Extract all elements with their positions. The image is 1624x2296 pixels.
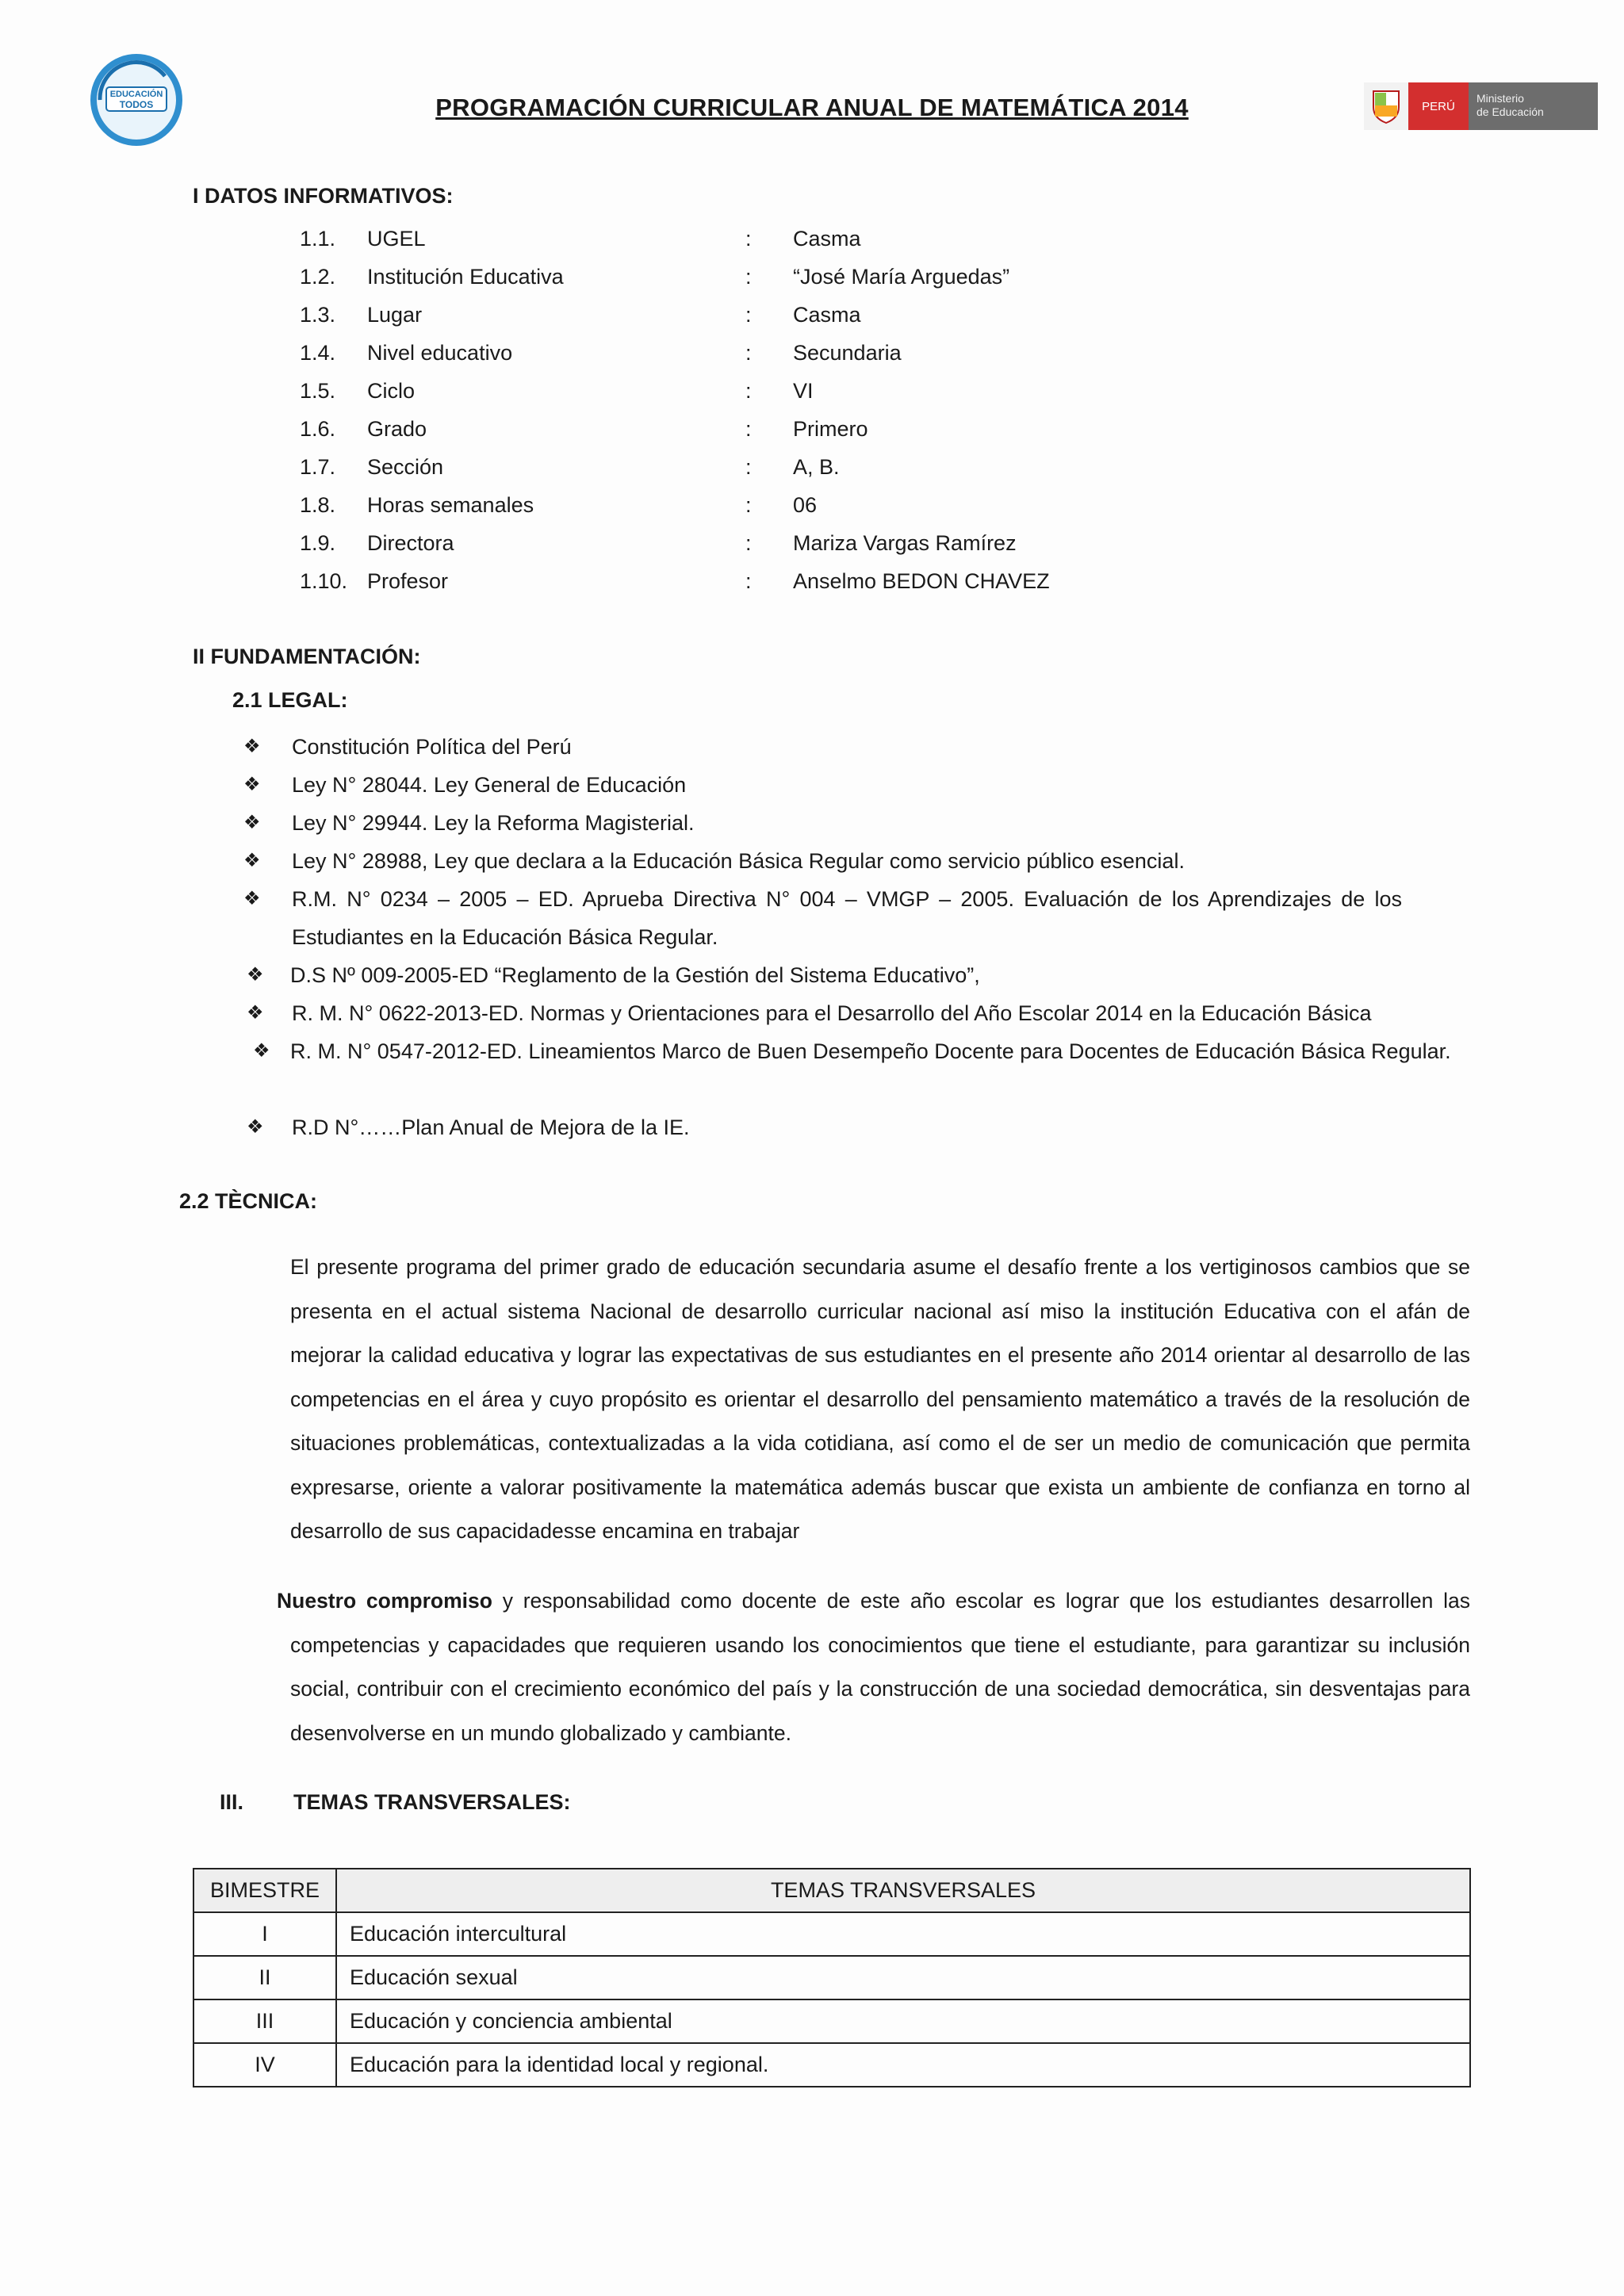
ministry-label-line2: de Educación	[1477, 105, 1544, 118]
table-row	[193, 1912, 1470, 1956]
info-row-value: Secundaria	[793, 341, 902, 365]
info-row-label: Nivel educativo	[367, 341, 513, 365]
info-row	[0, 493, 1624, 525]
info-row-label: Institución Educativa	[367, 265, 564, 289]
info-row-value: 06	[793, 493, 818, 517]
info-row-separator: :	[745, 227, 752, 251]
info-row-number: 1.8.	[300, 493, 336, 517]
legal-item-text: R. M. N° 0547-2012-ED. Lineamientos Marco de Buen Desempeño Docente para Docentes de Educación Básica Regular.	[290, 1039, 1451, 1063]
compromiso-text: y responsabilidad como docente de este año escolar es lograr que los estudiantes desarrollen las competencias y capacidades que requieren usando los conocimientos que tiene el estudiante, para garantizar su inclusión social, contribuir con el crecimiento económico del país y la construcción de una sociedad democrática, sin desventajas para desenvolverse en un mundo globalizado y cambiante.	[290, 1589, 1470, 1745]
temas-transversales-table	[193, 1868, 1471, 2087]
section-temas-heading: TEMAS TRANSVERSALES:	[293, 1790, 571, 1814]
info-row	[0, 569, 1624, 601]
diamond-bullet-icon: ❖	[243, 774, 261, 795]
legal-heading: 2.1 LEGAL:	[232, 688, 348, 712]
table-cell-tema: Educación intercultural	[336, 1912, 1470, 1956]
table-cell-tema: Educación y conciencia ambiental	[336, 1999, 1470, 2043]
ministry-label-line1: Ministerio	[1477, 92, 1524, 105]
legal-item-text: Ley N° 28044. Ley General de Educación	[292, 773, 687, 797]
info-row-separator: :	[745, 379, 752, 403]
diamond-bullet-icon: ❖	[253, 1040, 270, 1062]
diamond-bullet-icon: ❖	[243, 812, 261, 833]
legal-item-text: R. M. N° 0622-2013-ED. Normas y Orientaciones para el Desarrollo del Año Escolar 2014 en la Educación Básica	[292, 1001, 1372, 1025]
info-row-value: Anselmo BEDON CHAVEZ	[793, 569, 1050, 593]
table-row	[193, 1999, 1470, 2043]
diamond-bullet-icon: ❖	[247, 1116, 264, 1138]
info-row-value: “José María Arguedas”	[793, 265, 1010, 289]
info-row-label: Directora	[367, 531, 454, 555]
table-row	[193, 1956, 1470, 1999]
info-row-separator: :	[745, 417, 752, 441]
info-row	[0, 303, 1624, 335]
table-cell-bimestre: I	[193, 1912, 336, 1956]
table-cell-tema: Educación sexual	[336, 1956, 1470, 1999]
coat-of-arms-icon	[1364, 82, 1408, 130]
ministry-logo	[1364, 82, 1598, 130]
info-row-label: Sección	[367, 455, 444, 479]
legal-item-text: R.D N°……Plan Anual de Mejora de la IE.	[292, 1115, 690, 1139]
peru-label: PERÚ	[1408, 82, 1469, 130]
info-row	[0, 455, 1624, 487]
info-row-label: UGEL	[367, 227, 426, 251]
diamond-bullet-icon: ❖	[243, 850, 261, 871]
info-row-label: Profesor	[367, 569, 449, 593]
info-row	[0, 379, 1624, 411]
info-row-label: Grado	[367, 417, 427, 441]
section-datos-heading: I DATOS INFORMATIVOS:	[193, 184, 454, 208]
info-row	[0, 341, 1624, 373]
section-fundamentacion-heading: II FUNDAMENTACIÓN:	[193, 645, 421, 668]
info-row-number: 1.7.	[300, 455, 336, 479]
legal-item-text: R.M. N° 0234 – 2005 – ED. Aprueba Directiva N° 004 – VMGP – 2005. Evaluación de los Aprendizajes de los Estudiantes en la Educación Básica Regular.	[292, 887, 1402, 949]
compromiso-paragraph	[277, 1579, 1470, 1755]
info-row-number: 1.5.	[300, 379, 336, 403]
info-row-label: Horas semanales	[367, 493, 534, 517]
info-row-separator: :	[745, 569, 752, 593]
info-row-value: Primero	[793, 417, 868, 441]
ministry-label	[1469, 82, 1598, 130]
info-row-value: A, B.	[793, 455, 840, 479]
diamond-bullet-icon: ❖	[243, 736, 261, 757]
info-row-number: 1.1.	[300, 227, 336, 251]
info-row-value: Casma	[793, 303, 861, 327]
info-row-number: 1.9.	[300, 531, 336, 555]
table-header-row	[193, 1869, 1470, 1912]
table-cell-tema: Educación para la identidad local y regional.	[336, 2043, 1470, 2087]
info-row-separator: :	[745, 341, 752, 365]
info-row-label: Lugar	[367, 303, 423, 327]
info-row-separator: :	[745, 493, 752, 517]
diamond-bullet-icon: ❖	[247, 964, 264, 985]
info-row-number: 1.2.	[300, 265, 336, 289]
info-row-separator: :	[745, 265, 752, 289]
info-row-separator: :	[745, 303, 752, 327]
info-row-number: 1.6.	[300, 417, 336, 441]
info-row	[0, 227, 1624, 258]
logo-left-text-1: EDUCACIÓN	[109, 90, 163, 99]
diamond-bullet-icon: ❖	[247, 1002, 264, 1024]
legal-item-text: Ley N° 28988, Ley que declara a la Educación Básica Regular como servicio público esencial.	[292, 849, 1185, 873]
table-cell-bimestre: II	[193, 1956, 336, 1999]
legal-item-text: D.S Nº 009-2005-ED “Reglamento de la Gestión del Sistema Educativo”,	[290, 963, 980, 987]
info-row-number: 1.10.	[300, 569, 348, 593]
table-row	[193, 2043, 1470, 2087]
table-header-temas: TEMAS TRANSVERSALES	[336, 1869, 1470, 1912]
info-row-number: 1.3.	[300, 303, 336, 327]
tecnica-heading: 2.2 TÈCNICA:	[179, 1189, 318, 1213]
table-header-bimestre: BIMESTRE	[193, 1869, 336, 1912]
tecnica-paragraph: El presente programa del primer grado de educación secundaria asume el desafío frente a los vertiginosos cambios que se presenta en el actual sistema Nacional de desarrollo curricular nacional así miso la institución Educativa con el afán de mejorar la calidad educativa y lograr las expectativas de sus estudiantes en el presente año 2014 orientar al desarrollo de las competencias en el área y cuyo propósito es orientar el desarrollo del pensamiento matemático a través de la resolución de situaciones problemáticas, contextualizadas a la vida cotidiana, así como el de ser un medio de comunicación que permita expresarse, oriente a valorar positivamente la matemática además buscar que exista un ambiente de confianza en torno al desarrollo de sus capacidadesse encamina en trabajar	[290, 1255, 1470, 1543]
compromiso-lead: Nuestro compromiso	[277, 1589, 492, 1613]
page-title: PROGRAMACIÓN CURRICULAR ANUAL DE MATEMÁTICA 2014	[435, 94, 1189, 121]
info-row-number: 1.4.	[300, 341, 336, 365]
info-row-separator: :	[745, 531, 752, 555]
info-row-separator: :	[745, 455, 752, 479]
info-row	[0, 531, 1624, 563]
legal-item-text: Constitución Política del Perú	[292, 735, 572, 759]
table-cell-bimestre: IV	[193, 2043, 336, 2087]
info-row	[0, 265, 1624, 297]
section-temas-number: III.	[220, 1790, 244, 1814]
info-row-value: Mariza Vargas Ramírez	[793, 531, 1017, 555]
table-cell-bimestre: III	[193, 1999, 336, 2043]
info-row-value: VI	[793, 379, 814, 403]
info-row-label: Ciclo	[367, 379, 416, 403]
info-row-value: Casma	[793, 227, 861, 251]
logo-left-text-2: TODOS	[119, 99, 154, 110]
legal-item-text: Ley N° 29944. Ley la Reforma Magisterial.	[292, 811, 695, 835]
diamond-bullet-icon: ❖	[243, 888, 261, 909]
info-row	[0, 417, 1624, 449]
